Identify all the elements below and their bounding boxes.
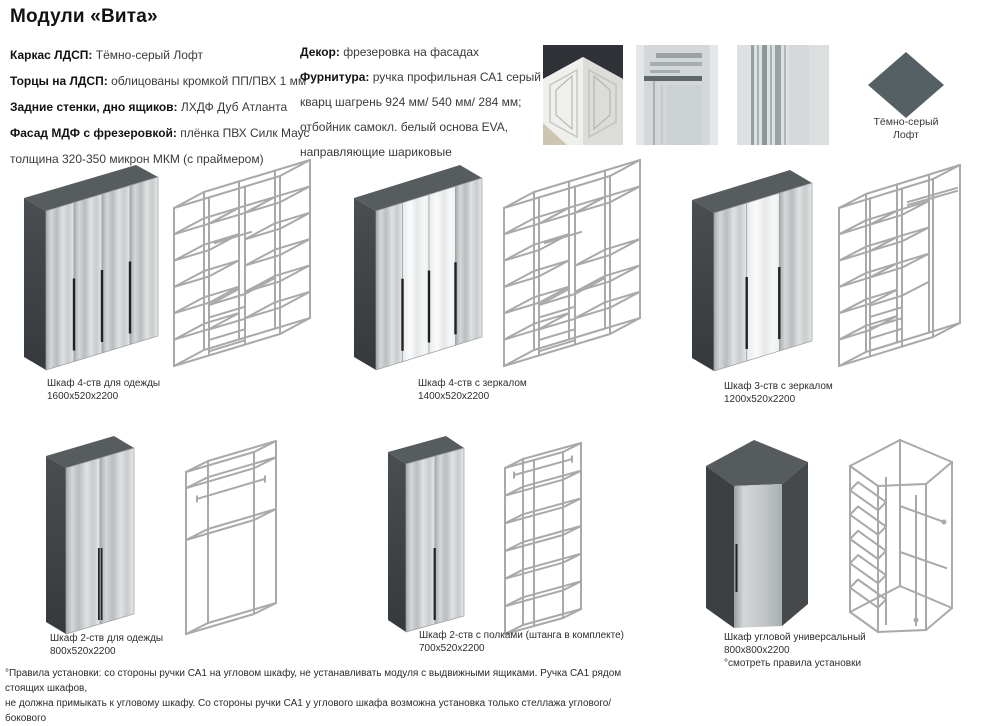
- module-note: °смотреть правила установки: [724, 658, 862, 669]
- spec-value: направляющие шариковые: [300, 145, 452, 159]
- spec-label: Декор:: [300, 45, 340, 59]
- spec-label: Каркас ЛДСП:: [10, 48, 93, 62]
- spec-label: Фасад МДФ с фрезеровкой:: [10, 126, 177, 140]
- spec-line: [10, 42, 310, 68]
- module-name: Шкаф угловой универсальный: [724, 632, 866, 643]
- specs-right: [300, 40, 541, 165]
- module-caption: [724, 631, 866, 670]
- wardrobe-1600-illustration: [22, 164, 162, 374]
- spec-value: фрезеровка на фасадах: [343, 45, 479, 59]
- module-name: Шкаф 2-ств для одежды: [50, 633, 164, 644]
- spec-label: Торцы на ЛДСП:: [10, 74, 108, 88]
- wardrobe-1200-wireframe: [833, 152, 967, 370]
- spec-value: ручка профильная СА1 серый: [372, 70, 541, 84]
- spec-value: кварц шагрень 924 мм/ 540 мм/ 284 мм;: [300, 95, 522, 109]
- module-dims: 1200х520х2200: [724, 394, 796, 405]
- spec-value: толщина 320-350 микрон МКМ (с праймером): [10, 152, 264, 166]
- facade-photo-vertical-stripes: [737, 45, 829, 145]
- module-dims: 800х520х2200: [50, 646, 116, 657]
- spec-line: [300, 90, 541, 115]
- spec-line: [300, 115, 541, 140]
- wardrobe-800-wireframe: [180, 422, 282, 640]
- facade-photo-milled-corner: [543, 45, 623, 145]
- spec-line: [10, 94, 310, 120]
- page-title: Модули «Вита»: [10, 6, 158, 27]
- wardrobe-corner-wireframe: [842, 420, 960, 638]
- color-swatch-label: [856, 116, 956, 142]
- spec-value: ЛХДФ Дуб Атланта: [180, 100, 288, 114]
- wardrobe-1600-wireframe: [168, 150, 316, 368]
- wardrobe-800-illustration: [44, 426, 138, 638]
- spec-value: отбойник самокл. белый основа EVA,: [300, 120, 509, 134]
- wardrobe-700-illustration: [386, 424, 468, 636]
- module-name: Шкаф 4-ств с зеркалом: [418, 378, 527, 389]
- wardrobe-1200-illustration: [690, 166, 816, 376]
- facade-photo-grooved-top: [636, 45, 718, 145]
- spec-value: облицованы кромкой ПП/ПВХ 1 мм: [111, 74, 307, 88]
- module-dims: 800х800х2200: [724, 645, 790, 656]
- spec-line: [300, 65, 541, 90]
- wardrobe-1400-wireframe: [498, 150, 646, 368]
- module-dims: 700х520х2200: [419, 643, 485, 654]
- swatch-name-line1: Тёмно-серый: [873, 116, 939, 128]
- spec-line: [10, 68, 310, 94]
- module-name: Шкаф 3-ств с зеркалом: [724, 381, 833, 392]
- module-caption: [418, 377, 527, 403]
- footnote-line2: не должна примыкать к угловому шкафу. Со стороны ручки СА1 у углового шкафа возможна установка только стеллажа углового/бокового: [5, 698, 612, 724]
- module-caption: [47, 377, 160, 403]
- installation-rules-footnote: [5, 666, 625, 726]
- spec-label: Фурнитура:: [300, 70, 370, 84]
- module-name: Шкаф 4-ств для одежды: [47, 378, 161, 389]
- spec-value: плёнка ПВХ Силк Маус: [180, 126, 310, 140]
- spec-value: Тёмно-серый Лофт: [95, 48, 203, 62]
- spec-label: Задние стенки, дно ящиков:: [10, 100, 178, 114]
- module-caption: [50, 632, 163, 658]
- spec-line: [300, 40, 541, 65]
- color-swatch-diamond-icon: [866, 50, 946, 120]
- wardrobe-corner-illustration: [700, 426, 812, 636]
- module-dims: 1400х520х2200: [418, 391, 490, 402]
- footnote-line1: °Правила установки: со стороны ручки СА1 на угловом шкафу, не устанавливать модуля с выдвижными ящиками. Ручка СА1 рядом стоящих шкафов,: [5, 668, 622, 694]
- module-caption: [724, 380, 833, 406]
- module-caption: [419, 629, 624, 655]
- module-dims: 1600х520х2200: [47, 391, 119, 402]
- swatch-name-line2: Лофт: [893, 129, 919, 141]
- module-name: Шкаф 2-ств с полками (штанга в комплекте): [419, 630, 624, 641]
- wardrobe-1400-illustration: [352, 164, 486, 374]
- spec-line: [10, 120, 310, 146]
- wardrobe-700-wireframe: [500, 420, 588, 638]
